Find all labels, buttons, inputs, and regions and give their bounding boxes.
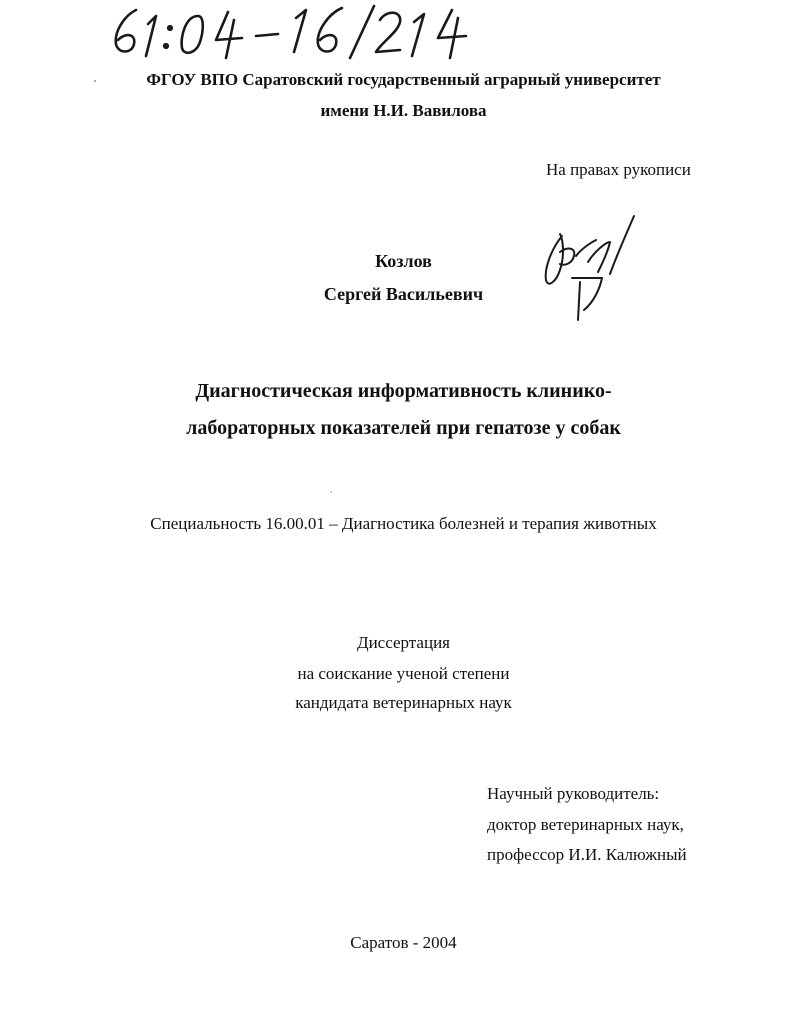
author-signature <box>536 212 640 324</box>
institution-name: ФГОУ ВПО Саратовский государственный аграрный университет <box>146 70 661 89</box>
dissertation-title-line-1: Диагностическая информативность клинико- <box>195 380 612 402</box>
supervisor-degree: доктор ветеринарных наук, <box>487 815 684 834</box>
document-type: Диссертация <box>356 633 450 652</box>
dissertation-title-line-2: лабораторных показателей при гепатозе у собак <box>186 417 621 439</box>
scan-speck <box>330 491 332 493</box>
rights-notice: На правах рукописи <box>546 160 691 179</box>
supervisor-heading: Научный руководитель: <box>487 784 660 803</box>
specialty-line: Специальность 16.00.01 – Диагностика болезней и терапия животных <box>150 514 657 533</box>
author-surname: Козлов <box>375 251 432 271</box>
handwritten-catalog-number <box>106 2 486 60</box>
author-given-names: Сергей Васильевич <box>323 284 484 304</box>
place-and-year: Саратов - 2004 <box>350 933 457 952</box>
degree-purpose-line-1: на соискание ученой степени <box>297 664 510 683</box>
degree-purpose-line-2: кандидата ветеринарных наук <box>295 693 512 712</box>
institution-named-after: имени Н.И. Вавилова <box>320 101 487 120</box>
supervisor-name: профессор И.И. Калюжный <box>487 845 687 864</box>
